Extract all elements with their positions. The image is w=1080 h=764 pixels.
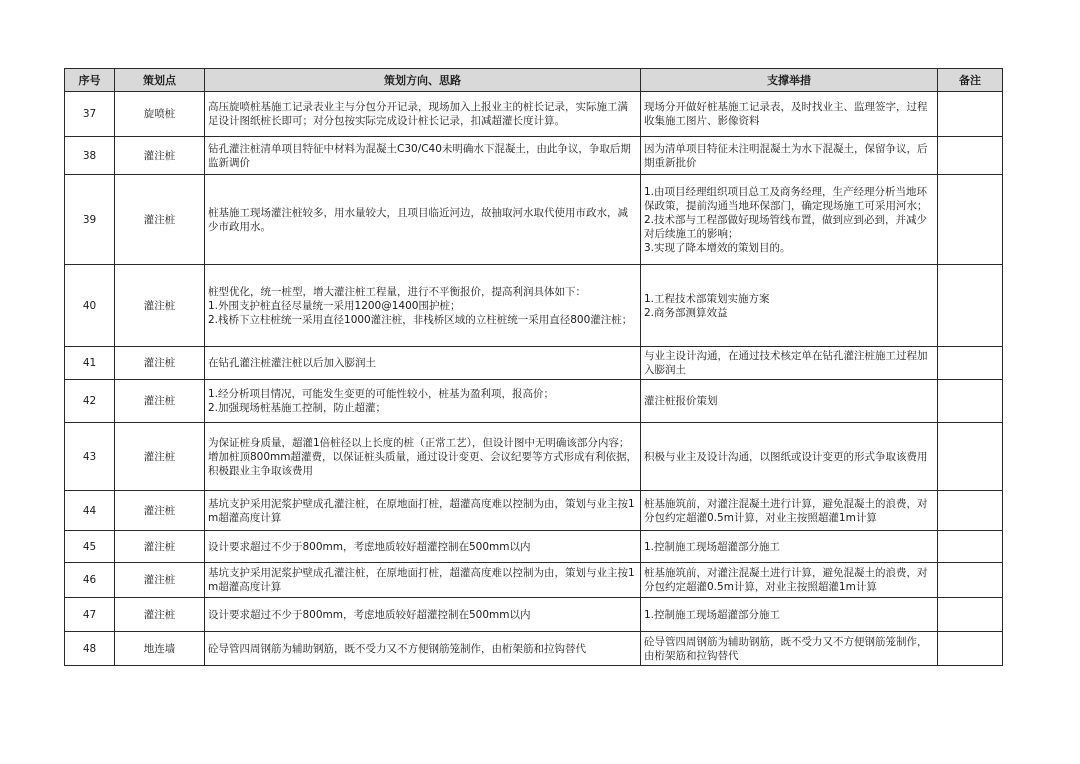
cell-remark <box>938 598 1003 632</box>
cell-remark <box>938 423 1003 491</box>
cell-planning-point: 灌注桩 <box>115 491 205 531</box>
cell-direction: 设计要求超过不少于800mm，考虑地质较好超灌控制在500mm以内 <box>205 531 641 563</box>
cell-measures: 灌注桩报价策划 <box>641 380 938 423</box>
cell-planning-point: 旋喷桩 <box>115 92 205 137</box>
cell-planning-point: 灌注桩 <box>115 265 205 347</box>
header-serial-number: 序号 <box>65 69 115 92</box>
cell-measures: 1.工程技术部策划实施方案 2.商务部测算效益 <box>641 265 938 347</box>
table-row <box>65 491 1003 531</box>
cell-planning-point: 灌注桩 <box>115 598 205 632</box>
table-row <box>65 380 1003 423</box>
cell-planning-point: 灌注桩 <box>115 531 205 563</box>
cell-serial-number: 47 <box>65 598 115 632</box>
cell-planning-point: 灌注桩 <box>115 563 205 598</box>
header-row <box>65 69 1003 92</box>
cell-serial-number: 45 <box>65 531 115 563</box>
table-row <box>65 92 1003 137</box>
cell-direction: 砼导管四周钢筋为辅助钢筋，既不受力又不方便钢筋笼制作，由桁架筋和拉钩替代 <box>205 632 641 666</box>
cell-measures: 桩基施筑前，对灌注混凝土进行计算，避免混凝土的浪费，对分包约定超灌0.5m计算，对业主按照超灌1m计算 <box>641 563 938 598</box>
cell-remark <box>938 563 1003 598</box>
cell-remark <box>938 137 1003 175</box>
cell-serial-number: 38 <box>65 137 115 175</box>
planning-table-sheet <box>64 68 1002 666</box>
cell-direction: 钻孔灌注桩清单项目特征中材料为混凝土C30/C40未明确水下混凝土，由此争议，争取后期监新调价 <box>205 137 641 175</box>
cell-measures: 与业主设计沟通，在通过技术核定单在钻孔灌注桩施工过程加入膨润土 <box>641 347 938 380</box>
table-row <box>65 598 1003 632</box>
cell-measures: 桩基施筑前，对灌注混凝土进行计算，避免混凝土的浪费，对分包约定超灌0.5m计算，对业主按照超灌1m计算 <box>641 491 938 531</box>
cell-serial-number: 37 <box>65 92 115 137</box>
cell-serial-number: 46 <box>65 563 115 598</box>
cell-measures: 现场分开做好桩基施工记录表，及时找业主、监理签字，过程收集施工图片、影像资料 <box>641 92 938 137</box>
header-measures: 支撑举措 <box>641 69 938 92</box>
cell-remark <box>938 491 1003 531</box>
cell-direction: 基坑支护采用泥浆护壁成孔灌注桩，在原地面打桩，超灌高度难以控制为由，策划与业主按1m超灌高度计算 <box>205 491 641 531</box>
header-planning-point: 策划点 <box>115 69 205 92</box>
cell-direction: 高压旋喷桩基施工记录表业主与分包分开记录，现场加入上报业主的桩长记录，实际施工满足设计图纸桩长即可；对分包按实际完成设计桩长记录，扣减超灌长度计算。 <box>205 92 641 137</box>
cell-remark <box>938 265 1003 347</box>
cell-direction: 桩基施工现场灌注桩较多，用水量较大，且项目临近河边，故抽取河水取代使用市政水，减少市政用水。 <box>205 175 641 265</box>
table-row <box>65 423 1003 491</box>
cell-direction: 基坑支护采用泥浆护壁成孔灌注桩，在原地面打桩，超灌高度难以控制为由，策划与业主按1m超灌高度计算 <box>205 563 641 598</box>
cell-measures: 1.控制施工现场超灌部分施工 <box>641 598 938 632</box>
cell-measures: 因为清单项目特征未注明混凝土为水下混凝土，保留争议，后期重新批价 <box>641 137 938 175</box>
cell-planning-point: 地连墙 <box>115 632 205 666</box>
cell-direction: 为保证桩身质量，超灌1倍桩径以上长度的桩（正常工艺），但设计图中无明确该部分内容；增加桩顶800mm超灌费，以保证桩头质量，通过设计变更、会议纪要等方式形成有利依据，积极跟业主争取该费用 <box>205 423 641 491</box>
cell-serial-number: 44 <box>65 491 115 531</box>
cell-remark <box>938 175 1003 265</box>
cell-planning-point: 灌注桩 <box>115 175 205 265</box>
header-direction: 策划方向、思路 <box>205 69 641 92</box>
cell-planning-point: 灌注桩 <box>115 380 205 423</box>
cell-serial-number: 42 <box>65 380 115 423</box>
cell-direction: 在钻孔灌注桩灌注桩以后加入膨润土 <box>205 347 641 380</box>
header-remark: 备注 <box>938 69 1003 92</box>
table-row <box>65 632 1003 666</box>
table-row <box>65 175 1003 265</box>
cell-remark <box>938 632 1003 666</box>
cell-direction: 1.经分析项目情况，可能发生变更的可能性较小，桩基为盈利项，报高价； 2.加强现场桩基施工控制，防止超灌； <box>205 380 641 423</box>
cell-planning-point: 灌注桩 <box>115 423 205 491</box>
table-row <box>65 563 1003 598</box>
cell-serial-number: 40 <box>65 265 115 347</box>
cell-direction: 桩型优化，统一桩型，增大灌注桩工程量，进行不平衡报价，提高利润具体如下： 1.外围支护桩直径尽量统一采用1200@1400围护桩； 2.栈桥下立柱桩统一采用直径1000灌注桩，非栈桥区域的立柱桩统一采用直径800灌注桩； <box>205 265 641 347</box>
cell-planning-point: 灌注桩 <box>115 137 205 175</box>
cell-remark <box>938 531 1003 563</box>
cell-measures: 砼导管四周钢筋为辅助钢筋，既不受力又不方便钢筋笼制作，由桁架筋和拉钩替代 <box>641 632 938 666</box>
cell-serial-number: 48 <box>65 632 115 666</box>
cell-planning-point: 灌注桩 <box>115 347 205 380</box>
table-row <box>65 531 1003 563</box>
cell-serial-number: 41 <box>65 347 115 380</box>
cell-direction: 设计要求超过不少于800mm，考虑地质较好超灌控制在500mm以内 <box>205 598 641 632</box>
table-row <box>65 265 1003 347</box>
table-row <box>65 347 1003 380</box>
cell-remark <box>938 92 1003 137</box>
table-row <box>65 137 1003 175</box>
cell-serial-number: 39 <box>65 175 115 265</box>
cell-remark <box>938 347 1003 380</box>
cell-measures: 积极与业主及设计沟通，以图纸或设计变更的形式争取该费用 <box>641 423 938 491</box>
cell-measures: 1.由项目经理组织项目总工及商务经理，生产经理分析当地环保政策，提前沟通当地环保部门，确定现场施工可采用河水； 2.技术部与工程部做好现场管线布置，做到应到必到，并减少对后续施工的影响； 3.实现了降本增效的策划目的。 <box>641 175 938 265</box>
cell-serial-number: 43 <box>65 423 115 491</box>
planning-table <box>64 68 1003 666</box>
cell-remark <box>938 380 1003 423</box>
cell-measures: 1.控制施工现场超灌部分施工 <box>641 531 938 563</box>
